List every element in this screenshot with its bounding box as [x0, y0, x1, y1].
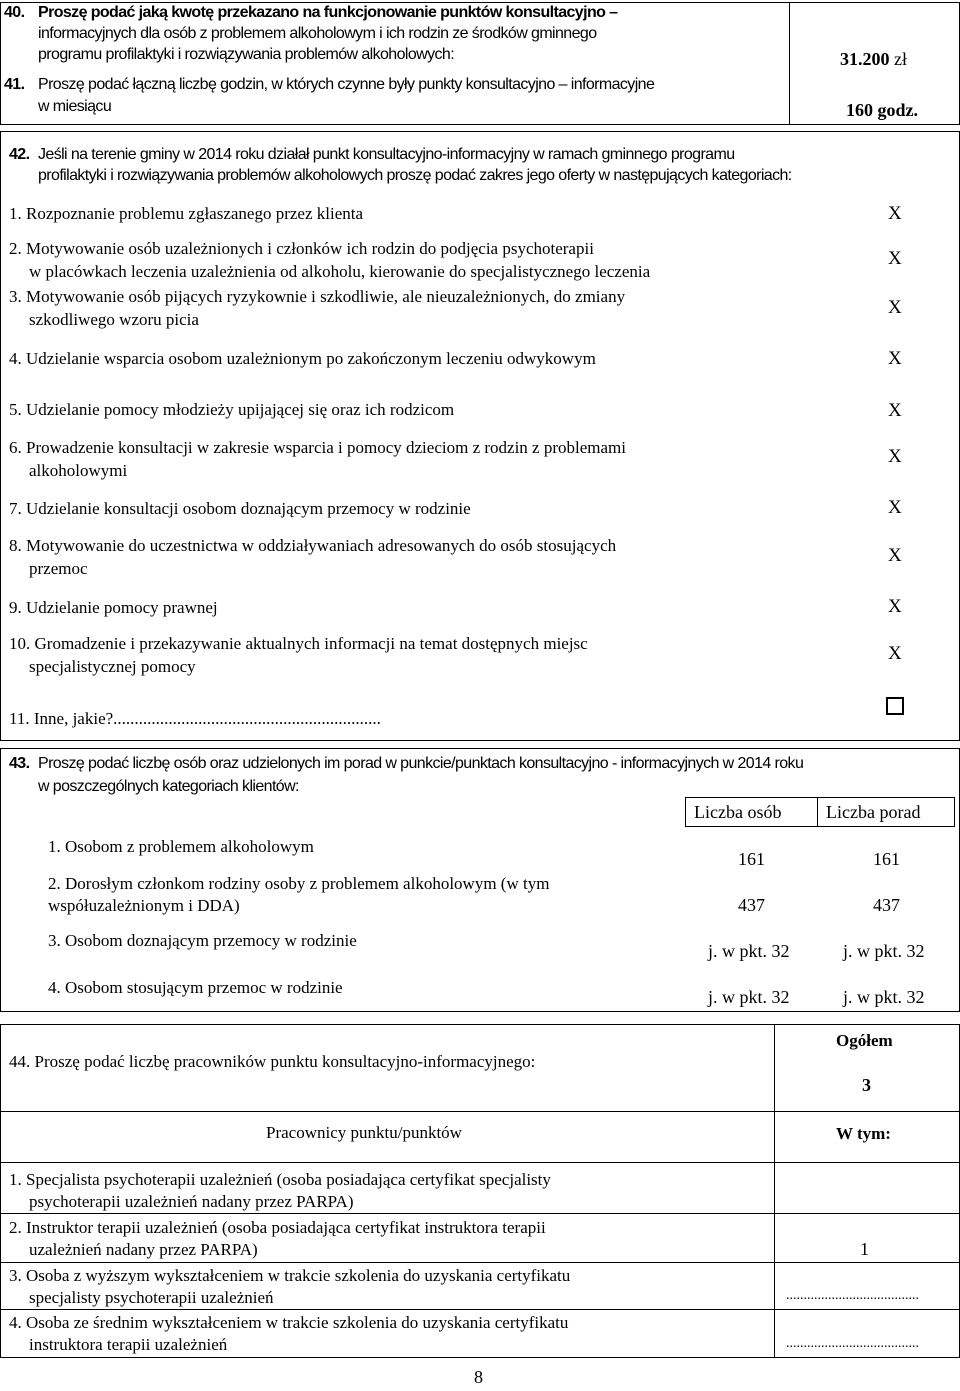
q42-text-line1: Jeśli na terenie gminy w 2014 roku działał punkt konsultacyjno-informacyjny w ramach gminnego programu: [38, 146, 735, 163]
q42-item-5: 5. Udzielanie pomocy młodzieży upijającej się oraz ich rodzicom: [9, 400, 455, 419]
q44-row-4-line2: instruktora terapii uzależnień: [29, 1335, 228, 1354]
q44-row-2-line2: uzależnień nadany przez PARPA): [29, 1240, 258, 1259]
q42-item-2-line2: w placówkach leczenia uzależnienia od alkoholu, kierowanie do specjalistycznego leczenia: [29, 262, 651, 281]
q41-text-line2: w miesiącu: [38, 98, 112, 115]
q42-item-1: 1. Rozpoznanie problemu zgłaszanego przez klienta: [9, 204, 364, 223]
q43-row-2-persons: 437: [738, 895, 765, 915]
q44-question: 44. Proszę podać liczbę pracowników punktu konsultacyjno-informacyjnego:: [9, 1052, 536, 1071]
q42-item-10-line1: 10. Gromadzenie i przekazywanie aktualnych informacji na temat dostępnych miejsc: [9, 634, 588, 653]
q42-item-10-mark: X: [888, 643, 902, 664]
q43-row-4-persons: j. w pkt. 32: [708, 987, 790, 1007]
q43-row-2-advice: 437: [873, 895, 900, 915]
q40-answer-unit: zł: [894, 49, 907, 69]
q44-row-4-value: ......................................: [786, 1336, 919, 1351]
q42-item-9: 9. Udzielanie pomocy prawnej: [9, 598, 218, 617]
q43-text-line1: Proszę podać liczbę osób oraz udzielonych im porad w punkcie/punktach konsultacyjno - informacyjnych w 2014 roku: [38, 755, 804, 772]
q42-item-1-mark: X: [888, 203, 902, 224]
q42-item-3-line1: 3. Motywowanie osób pijących ryzykownie i szkodliwie, ale nieuzależnionych, do zmiany: [9, 287, 626, 306]
q42-item-10-line2: specjalistycznej pomocy: [29, 657, 196, 676]
q42-item-2-mark: X: [888, 248, 902, 269]
q42-item-2-line1: 2. Motywowanie osób uzależnionych i członków ich rodzin do podjęcia psychoterapii: [9, 239, 594, 258]
q40-text-line2: informacyjnych dla osób z problemem alkoholowym i ich rodzin ze środków gminnego: [38, 25, 597, 42]
q44-row-1-line1: 1. Specjalista psychoterapii uzależnień (osoba posiadająca certyfikat specjalisty: [9, 1170, 551, 1189]
q43-row-2-line1: 2. Dorosłym członkom rodziny osoby z problemem alkoholowym (w tym: [48, 874, 550, 893]
q43-row-3-persons: j. w pkt. 32: [708, 941, 790, 961]
q40-number: 40.: [4, 4, 25, 21]
q43-number: 43.: [9, 755, 30, 772]
q40-answer-amount: 31.200: [840, 49, 890, 69]
q44-row-3-value: ......................................: [786, 1288, 919, 1303]
q44-of-which: W tym:: [836, 1124, 891, 1143]
q43-col-persons: Liczba osób: [694, 802, 782, 822]
q42-item-8-line2: przemoc: [29, 559, 88, 578]
q42-item-4: 4. Udzielanie wsparcia osobom uzależnionym po zakończonym leczeniu odwykowym: [9, 349, 596, 368]
q43-row-1-advice: 161: [873, 849, 900, 869]
q43-col-advice: Liczba porad: [826, 802, 921, 822]
q42-number: 42.: [9, 146, 30, 163]
q44-staff-header: Pracownicy punktu/punktów: [266, 1123, 462, 1142]
q42-item-3-mark: X: [888, 297, 902, 318]
q41-answer: 160 godz.: [846, 100, 918, 120]
q43-text-line2: w poszczególnych kategoriach klientów:: [38, 778, 299, 795]
q44-row-3-line2: specjalisty psychoterapii uzależnień: [29, 1288, 274, 1307]
q42-item-11-checkbox[interactable]: [886, 697, 904, 715]
q43-row-1-label: 1. Osobom z problemem alkoholowym: [48, 837, 314, 856]
q42-item-6-mark: X: [888, 446, 902, 467]
q42-item-4-mark: X: [888, 348, 902, 369]
q40-text-line1: Proszę podać jaką kwotę przekazano na funkcjonowanie punktów konsultacyjno –: [38, 4, 618, 21]
q42-item-8-mark: X: [888, 545, 902, 566]
q40-text-line3: programu profilaktyki i rozwiązywania problemów alkoholowych:: [38, 46, 455, 63]
q43-row-3-label: 3. Osobom doznającym przemocy w rodzinie: [48, 931, 357, 950]
q43-row-2-line2: współuzależnionym i DDA): [48, 896, 240, 915]
q42-item-3-line2: szkodliwego wzoru picia: [29, 310, 199, 329]
q42-item-5-mark: X: [888, 400, 902, 421]
q44-row-1-line2: psychoterapii uzależnień nadany przez PARPA): [29, 1192, 354, 1211]
q44-row-3-line1: 3. Osoba z wyższym wykształceniem w trakcie szkolenia do uzyskania certyfikatu: [9, 1266, 571, 1285]
q43-row-4-label: 4. Osobom stosującym przemoc w rodzinie: [48, 978, 343, 997]
q44-row-2-line1: 2. Instruktor terapii uzależnień (osoba posiadająca certyfikat instruktora terapii: [9, 1218, 546, 1237]
q42-item-6-line2: alkoholowymi: [29, 461, 128, 480]
q43-row-1-persons: 161: [738, 849, 765, 869]
q42-text-line2: profilaktyki i rozwiązywania problemów alkoholowych proszę podać zakres jego oferty w następujących kategoriach:: [38, 167, 792, 184]
q44-total-label: Ogółem: [836, 1031, 893, 1050]
q41-text-line1: Proszę podać łączną liczbę godzin, w których czynne były punkty konsultacyjno – informacyjne: [38, 76, 655, 93]
q43-row-3-advice: j. w pkt. 32: [843, 941, 925, 961]
q44-row-4-line1: 4. Osoba ze średnim wykształceniem w trakcie szkolenia do uzyskania certyfikatu: [9, 1313, 569, 1332]
q42-item-7: 7. Udzielanie konsultacji osobom doznającym przemocy w rodzinie: [9, 499, 471, 518]
q44-total-value: 3: [862, 1075, 871, 1095]
q42-item-6-line1: 6. Prowadzenie konsultacji w zakresie wsparcia i pomocy dzieciom z rodzin z problemami: [9, 438, 626, 457]
q42-item-7-mark: X: [888, 497, 902, 518]
q42-item-8-line1: 8. Motywowanie do uczestnictwa w oddziaływaniach adresowanych do osób stosujących: [9, 536, 617, 555]
page-number: 8: [474, 1367, 483, 1387]
q43-row-4-advice: j. w pkt. 32: [843, 987, 925, 1007]
q42-item-11: 11. Inne, jakie?...............................................................: [9, 709, 381, 728]
q44-row-2-value: 1: [860, 1239, 869, 1259]
q41-number: 41.: [4, 76, 25, 93]
q42-item-9-mark: X: [888, 596, 902, 617]
